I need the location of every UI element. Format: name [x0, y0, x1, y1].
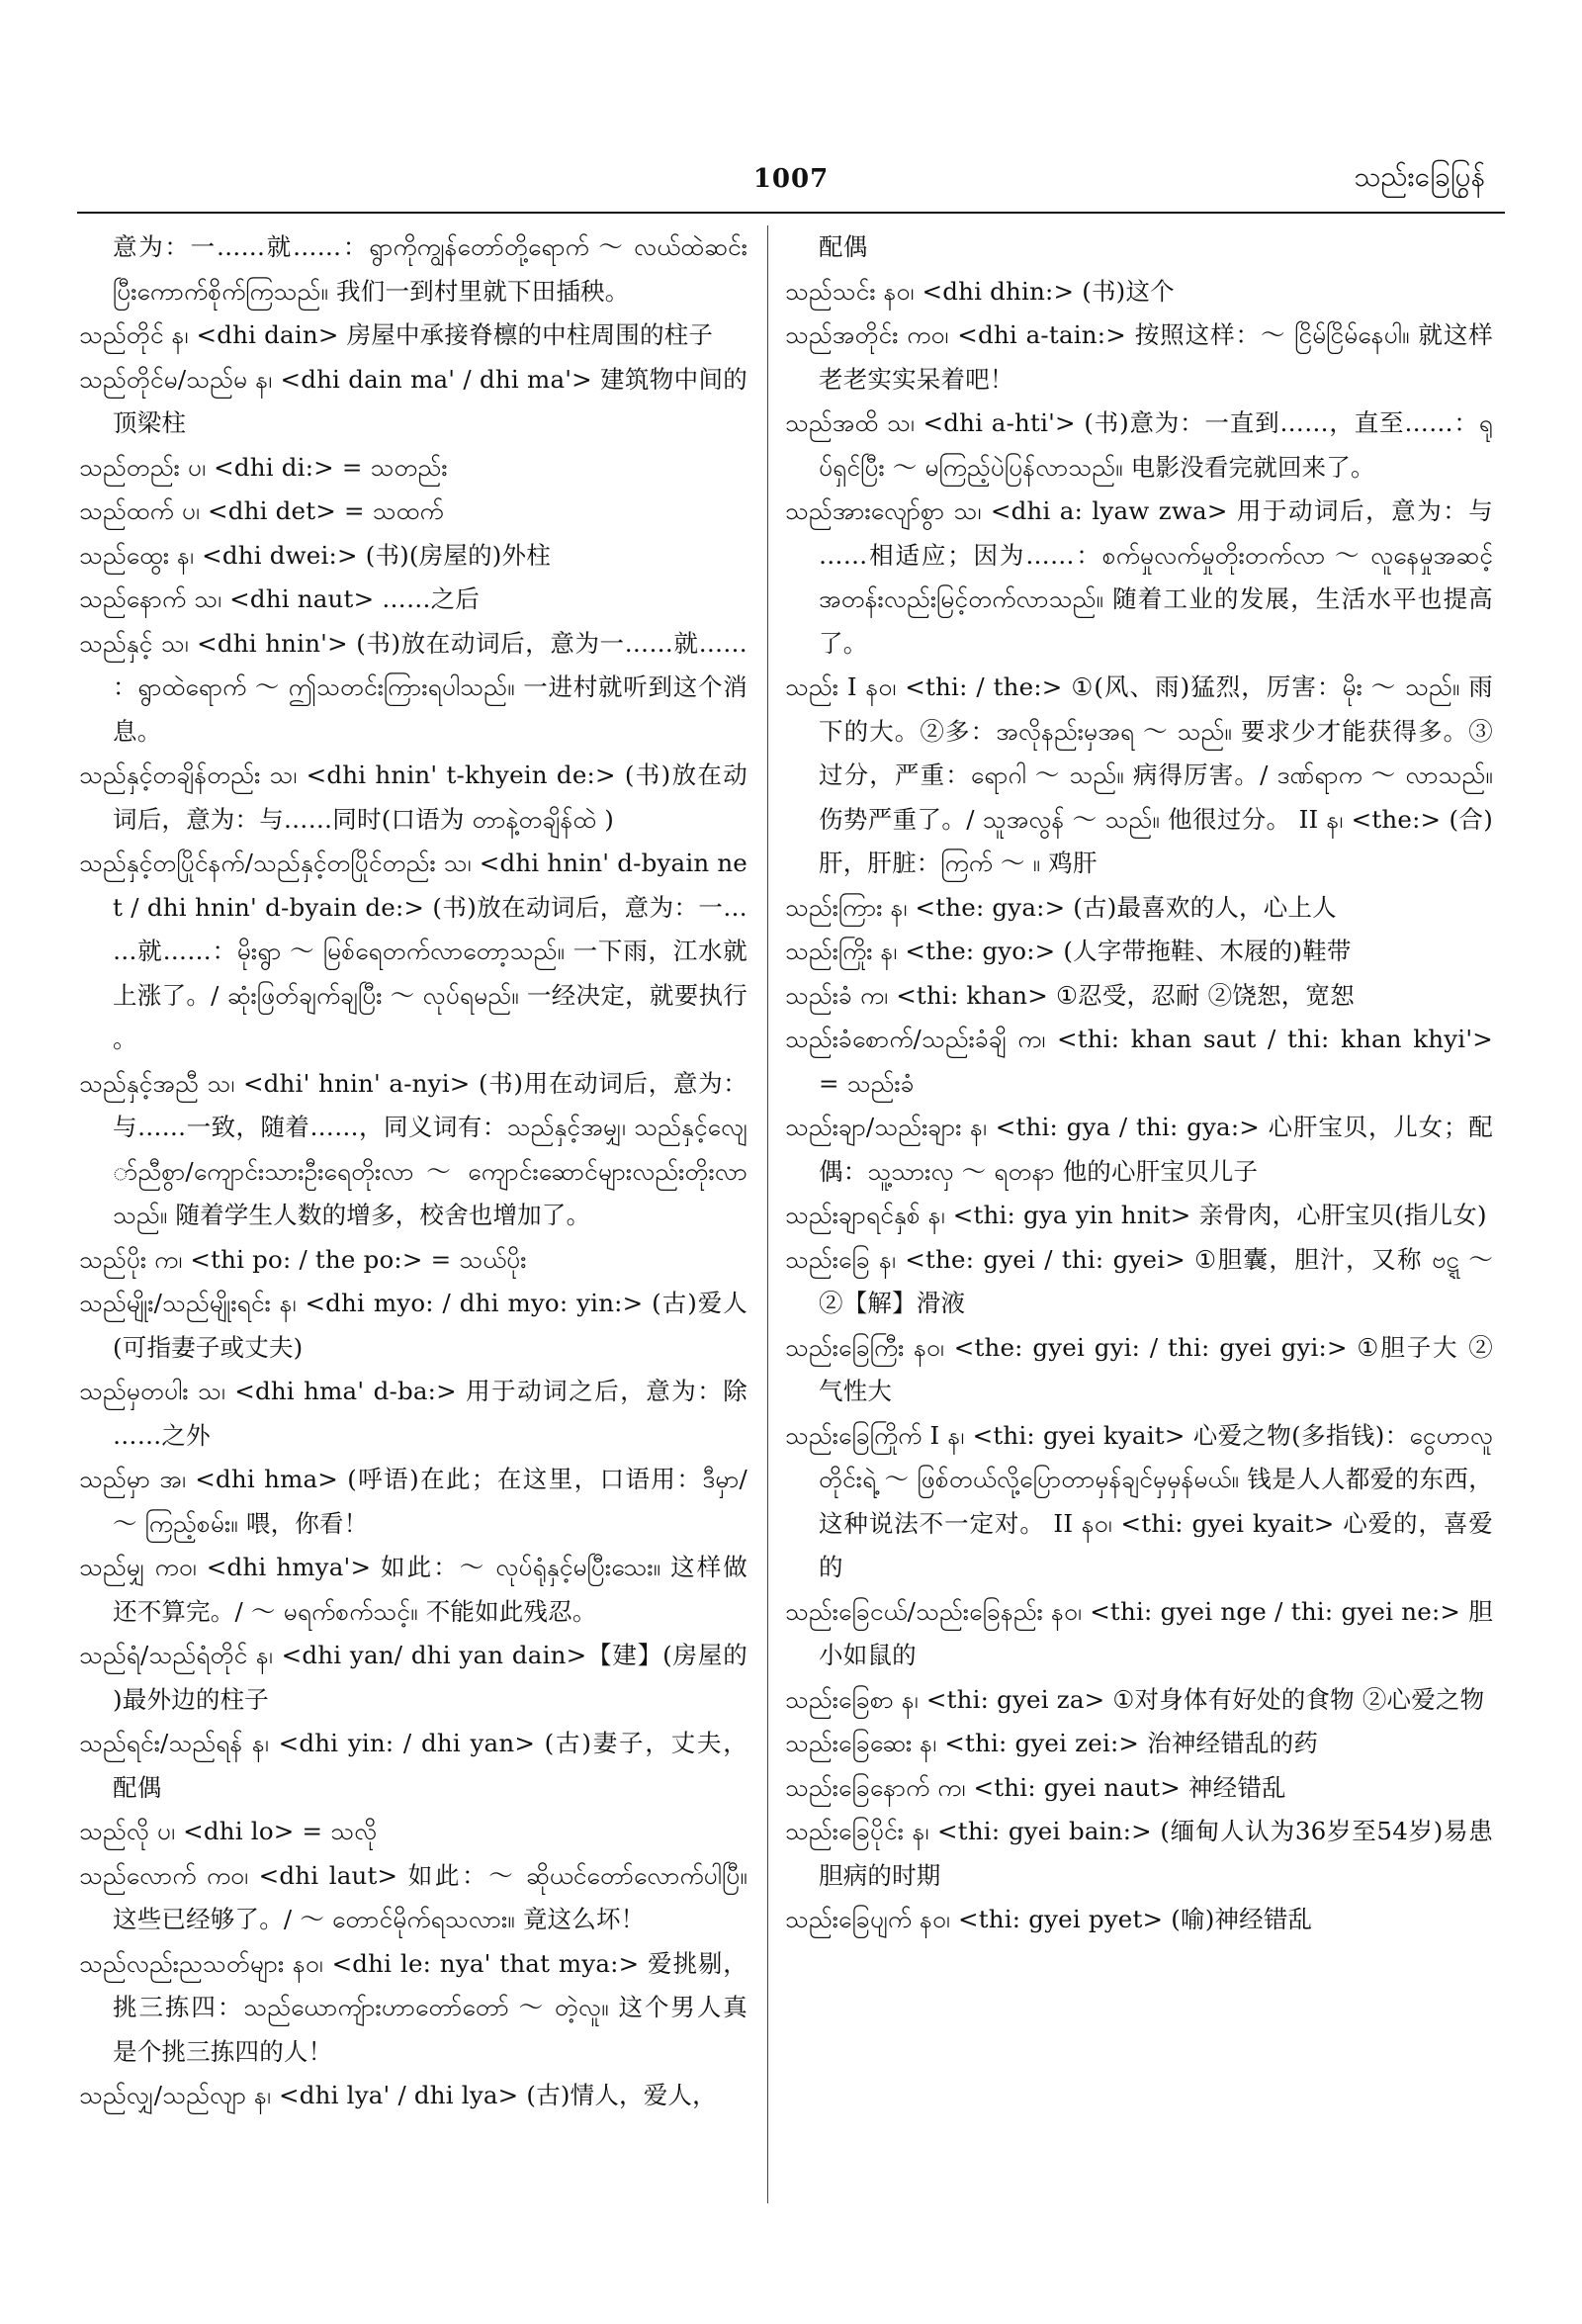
dictionary-entry: သည်းခြေစာ န၊ <thi: gyei za> ①对身体有好处的食物 ②心爱之物 — [785, 1684, 1485, 1714]
left-column — [79, 225, 747, 2118]
dictionary-entry: သည်ထွေး န၊ <dhi dwei:> (书)(房屋的)外柱 — [79, 540, 551, 570]
entry-continuation: 意为：一……就……：ရွာကိုကျွန်တော်တို့ရောက် ～ လယ်ထဲဆင်းပြီးကောက်စိုက်ကြသည်။ 我们一到村里就下田插秧。 — [113, 232, 747, 306]
dictionary-entry: သည်းကြား န၊ <the: gya:> (古)最喜欢的人，心上人 — [785, 892, 1337, 922]
dictionary-entry: သည်မှာ အ၊ <dhi hma> (呼语)在此；在这里，口语用：ဒီမှာ/ ～ ကြည့်စမ်း။ 喂，你看！ — [79, 1465, 747, 1538]
dictionary-entry: သည်လျှ/သည်လျာ န၊ <dhi lya' / dhi lya> (古)情人，爱人， — [79, 2081, 717, 2109]
dictionary-entry: သည်းခြေဆေး န၊ <thi: gyei zei:> 治神经错乱的药 — [785, 1729, 1319, 1757]
dictionary-entry: သည်နှင့်တချိန်တည်း သ၊ <dhi hnin' t-khyein de:> (书)放在动词后，意为：与……同时(口语为 တာနဲ့တချိန်ထဲ ) — [79, 760, 747, 834]
dictionary-entry: သည်သင်း နဝ၊ <dhi dhin:> (书)这个 — [785, 276, 1175, 306]
column-divider — [767, 225, 768, 2203]
dictionary-entry: သည်အားလျော်စွာ သ၊ <dhi a: lyaw zwa> 用于动词后，意为：与……相适应；因为……：စက်မှုလက်မှုတိုးတက်လာ ～ လူနေမှုအဆင့်အတန်းလည်းမြင့်တက်လာသည်။ 随着工业的发展，生活水平也提高了。 — [785, 496, 1493, 658]
dictionary-entry: သည်းခြေ န၊ <the: gyei / thi: gyei> ①胆囊，胆汁，又称 ဗဋ္ဋ ～ ②【解】滑液 — [785, 1244, 1493, 1317]
dictionary-entry: သည်လောက် ကဝ၊ <dhi laut> 如此：～ ဆိုယင်တော်လောက်ပါပြီ။ 这些已经够了。/ ～ တောင်မိုက်ရသလား။ 竟这么坏！ — [79, 1860, 747, 1933]
dictionary-entry: သည်းချာ/သည်းချား န၊ <thi: gya / thi: gya:> 心肝宝贝，儿女；配偶：သူ့သားလှ ～ ရတနာ 他的心肝宝贝儿子 — [785, 1113, 1493, 1186]
dictionary-entry: သည်းခြေကြိုက် I န၊ <thi: gyei kyait> 心爱之物(多指钱)：ငွေဟာလူတိုင်းရဲ့ ～ ဖြစ်တယ်လို့ပြောတာမှန်ချင်မှမှန်မယ်။ 钱是人人都爱的东西，这种说法不一定对。 II နဝ၊ <thi: gyei kyait> 心爱的，喜爱的 — [785, 1420, 1493, 1581]
dictionary-entry: သည်းခံစောက်/သည်းခံချိ က၊ <thi: khan saut / thi: khan khyi'> = သည်းခံ — [785, 1025, 1493, 1098]
dictionary-entry: သည်မျှ ကဝ၊ <dhi hmya'> 如此：～ လုပ်ရုံနှင့်မပြီးသေး။ 这样做还不算完。/ ～ မရက်စက်သင့်။ 不能如此残忍。 — [79, 1553, 747, 1626]
dictionary-entry: သည်ရင်း/သည်ရန် န၊ <dhi yin: / dhi yan> (古)妻子，丈夫，配偶 — [79, 1729, 747, 1802]
dictionary-entry: သည်အတိုင်း ကဝ၊ <dhi a-tain:> 按照这样：～ ငြိမ်ငြိမ်နေပါ။ 就这样老老实实呆着吧！ — [785, 320, 1493, 394]
running-head: သည်းခြေပြွန် — [1354, 160, 1485, 193]
dictionary-entry: သည်နှင့်အညီ သ၊ <dhi' hnin' a-nyi> (书)用在动词后，意为：与……一致，随着……，同义词有：သည်နှင့်အမျှ၊ သည်နှင့်လျော်ညီစွာ/ကျောင်းသားဦးရေတိုးလာ ～ ကျောင်းဆောင်များလည်းတိုးလာသည်။ 随着学生人数的增多，校舍也增加了。 — [79, 1068, 747, 1229]
dictionary-entry: သည်လည်းညသတ်များ နဝ၊ <dhi le: nya' that mya:> 爱挑剔，挑三拣四：သည်ယောကျ်ားဟာတော်တော် ～ တဲ့လူ။ 这个男人真是个挑三拣四的人！ — [79, 1948, 747, 2066]
dictionary-entry: သည်နှင့် သ၊ <dhi hnin'> (书)放在动词后，意为一……就……：ရွာထဲရောက် ～ ဤသတင်းကြားရပါသည်။ 一进村就听到这个消息。 — [79, 628, 747, 746]
right-column — [785, 225, 1493, 1942]
dictionary-entry: သည်းကြိုး န၊ <the: gyo:> (人字带拖鞋、木屐的)鞋带 — [785, 937, 1352, 965]
dictionary-entry: သည်းခြေပိုင်း န၊ <thi: gyei bain:> (缅甸人认为36岁至54岁)易患胆病的时期 — [785, 1817, 1493, 1890]
dictionary-entry: သည်ရံ/သည်ရံတိုင် န၊ <dhi yan/ dhi yan dain>【建】(房屋的)最外边的柱子 — [79, 1641, 747, 1714]
dictionary-entry: သည်းခြေငယ်/သည်းခြေနည်း နဝ၊ <thi: gyei nge / thi: gyei ne:> 胆小如鼠的 — [785, 1596, 1493, 1669]
dictionary-entry: သည်ထက် ပ၊ <dhi det> = သထက် — [79, 496, 444, 525]
entry-continuation: 配偶 — [819, 232, 868, 261]
header-rule — [77, 212, 1505, 214]
dictionary-entry: သည်နှင့်တပြိုင်နက်/သည်နှင့်တပြိုင်တည်း သ၊ <dhi hnin' d-byain net / dhi hnin' d-byain de:> (书)放在动词后，意为：一……就……：မိုးရွာ ～ မြစ်ရေတက်လာတော့သည်။ 一下雨，江水就上涨了。/ ဆုံးဖြတ်ချက်ချပြီး ～ လုပ်ရမည်။ 一经决定，就要执行。 — [79, 849, 747, 1053]
dictionary-entry: သည်လို ပ၊ <dhi lo> = သလို — [79, 1817, 378, 1845]
dictionary-entry: သည်တိုင်မ/သည်မ န၊ <dhi dain ma' / dhi ma'> 建筑物中间的顶梁柱 — [79, 364, 747, 437]
dictionary-entry: သည်တိုင် န၊ <dhi dain> 房屋中承接脊檩的中柱周围的柱子 — [79, 320, 714, 349]
dictionary-entry: သည်နောက် သ၊ <dhi naut> ……之后 — [79, 584, 481, 613]
dictionary-entry: သည်းခံ က၊ <thi: khan> ①忍受，忍耐 ②饶恕，宽恕 — [785, 980, 1355, 1010]
dictionary-entry: သည်မှတပါး သ၊ <dhi hma' d-ba:> 用于动词之后，意为：除……之外 — [79, 1377, 747, 1450]
dictionary-entry: သည်းခြေပျက် နဝ၊ <thi: gyei pyet> (喻)神经错乱 — [785, 1905, 1313, 1933]
dictionary-entry: သည်မျိုး/သည်မျိုးရင်း န၊ <dhi myo: / dhi myo: yin:> (古)爱人(可指妻子或丈夫) — [79, 1289, 747, 1362]
dictionary-entry: သည်ပိုး က၊ <thi po: / the po:> = သယ်ပိုး — [79, 1244, 527, 1274]
dictionary-entry: သည်အထိ သ၊ <dhi a-hti'> (书)意为：一直到……，直至……：ရုပ်ရှင်ပြီး ～ မကြည့်ပဲပြန်လာသည်။ 电影没看完就回来了。 — [785, 408, 1493, 482]
dictionary-entry: သည်တည်း ပ၊ <dhi di:> = သတည်း — [79, 452, 448, 482]
dictionary-entry: သည်း I နဝ၊ <thi: / the:> ①(风、雨)猛烈，厉害：မိုး ～ သည်။ 雨下的大。②多：အလိုနည်းမှအရ ～ သည်။ 要求少才能获得多。③过分，严重：ရောဂါ ～ သည်။ 病得厉害。/ ဒဏ်ရာက ～ လာသည်။ 伤势严重了。/ သူအလွန် ～ သည်။ 他很过分。 II န၊ <the:> (合)肝，肝脏：ကြက် ～ ။ 鸡肝 — [785, 672, 1493, 877]
dictionary-entry: သည်းချာရင်နှစ် န၊ <thi: gya yin hnit> 亲骨肉，心肝宝贝(指儿女) — [785, 1201, 1487, 1229]
page-number: 1007 — [752, 164, 830, 194]
dictionary-entry: သည်းခြေနောက် က၊ <thi: gyei naut> 神经错乱 — [785, 1772, 1286, 1802]
dictionary-entry: သည်းခြေကြီး နဝ၊ <the: gyei gyi: / thi: gyei gyi:> ①胆子大 ②气性大 — [785, 1332, 1493, 1405]
